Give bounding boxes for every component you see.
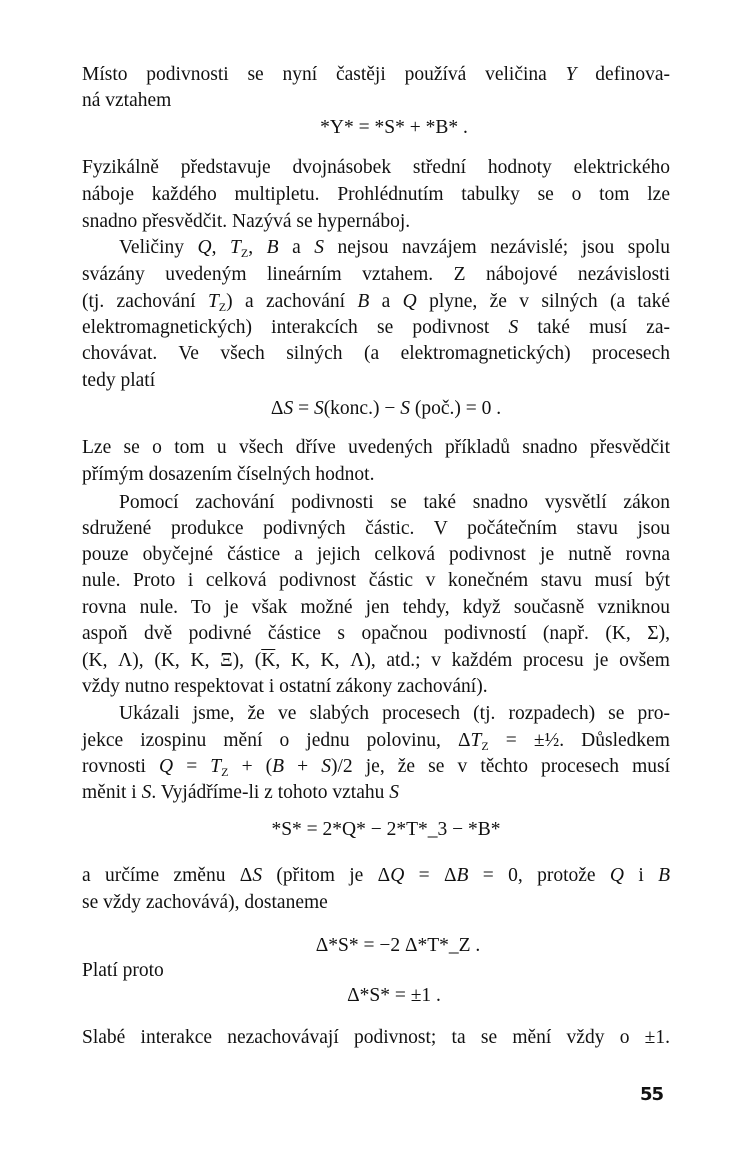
- text-line: jekce izospinu mění o jednu polovinu, $\Delta T_Z$ = ±½. Důsledkem: [82, 730, 670, 753]
- text-line: Fyzikálně představuje dvojnásobek střední hodnoty elektrického: [82, 157, 670, 178]
- text-line: Ukázali jsme, že ve slabých procesech (tj. rozpadech) se pro-: [119, 703, 670, 724]
- text-line: rovna nule. To je však možné jen tehdy, když současně vzniknou: [82, 597, 670, 618]
- text-line: snadno přesvědčit. Nazývá se hypernáboj.: [82, 211, 411, 232]
- equation: Δ*S* = ±1 .: [347, 985, 441, 1006]
- text-line: Slabé interakce nezachovávají podivnost; ta se mění vždy o ±1.: [82, 1027, 670, 1048]
- text-line: se vždy zachovává), dostaneme: [82, 892, 328, 913]
- text-line: Platí proto: [82, 960, 164, 981]
- text-line: Veličiny Q, $T_Z$, B a S nejsou navzájem nezávislé; jsou spolu: [119, 237, 671, 260]
- page-number: 55: [640, 1084, 664, 1105]
- text-line: sdružené produkce podivných částic. V počátečním stavu jsou: [82, 518, 670, 539]
- text-line: nule. Proto i celková podivnost částic v konečném stavu musí být: [82, 570, 670, 591]
- text-line: přímým dosazením číselných hodnot.: [82, 464, 375, 485]
- text-line: tedy platí: [82, 370, 156, 391]
- text-line: Lze se o tom u všech dříve uvedených příkladů snadno přesvědčit: [82, 437, 670, 458]
- text-line: ná vztahem: [82, 90, 172, 111]
- text-line: měnit i S. Vyjádříme-li z tohoto vztahu S: [82, 782, 400, 803]
- equation: *Y* = *S* + *B* .: [320, 117, 468, 138]
- text-line: svázány uvedeným lineárním vztahem. Z nábojové nezávislosti: [82, 264, 670, 285]
- equation: *S* = 2*Q* − 2*T*_3 − *B*: [271, 819, 501, 840]
- text-line: (tj. zachování $T_Z$) a zachování B a Q plyne, že v silných (a také: [82, 291, 670, 314]
- text-line: pouze obyčejné částice a jejich celková podivnost je nutně rovna: [82, 544, 670, 565]
- text-line: Místo podivnosti se nyní častěji používá veličina Y definova-: [82, 64, 670, 85]
- text-line: Pomocí zachování podivnosti se také snadno vysvětlí zákon: [119, 492, 670, 513]
- text-line: vždy nutno respektovat i ostatní zákony zachování).: [82, 676, 488, 697]
- equation: ΔS = S(konc.) − S (poč.) = 0 .: [270, 398, 502, 419]
- text-line: a určíme změnu ΔS (přitom je ΔQ = ΔB = 0, protože Q i B: [82, 865, 671, 886]
- text-line: náboje každého multipletu. Prohlédnutím tabulky se o tom lze: [82, 184, 670, 205]
- text-line: rovnosti $Q = T_Z + (B + S)/2$ je, že se v těchto procesech musí: [82, 756, 671, 779]
- text-line: aspoň dvě podivné částice s opačnou podivností (např. (K, Σ),: [82, 623, 670, 644]
- text-line: chovávat. Ve všech silných (a elektromagnetických) procesech: [82, 343, 670, 364]
- equation: Δ*S* = −2 Δ*T*_Z .: [315, 935, 481, 956]
- text-line: (K, Λ), (K, K, Ξ), ($\overline{K}$, K, K, Λ), atd.; v každém procesu je ovšem: [82, 650, 670, 671]
- text-line: elektromagnetických) interakcích se podivnost S také musí za-: [82, 317, 670, 338]
